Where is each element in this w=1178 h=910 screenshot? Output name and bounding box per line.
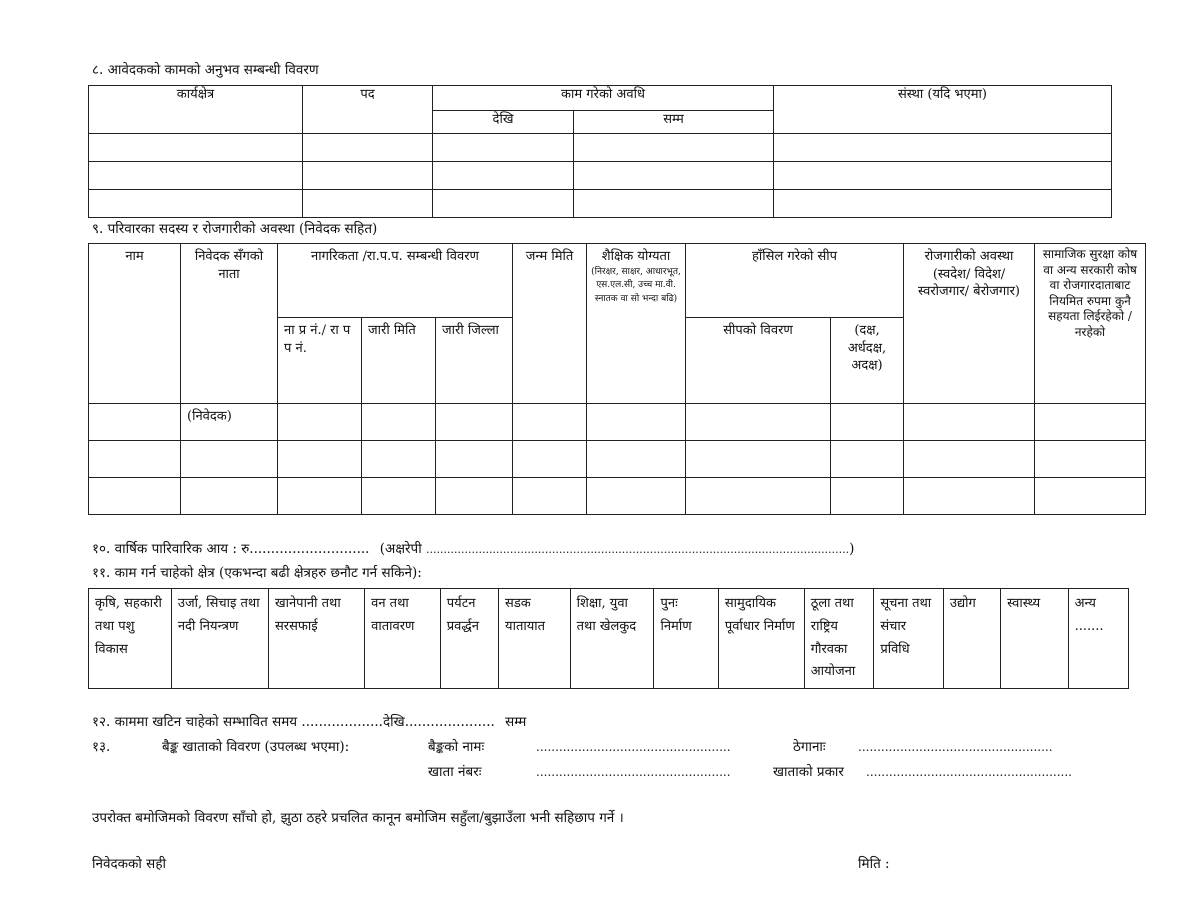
time-from-field[interactable]: ................... [301, 714, 383, 730]
sector-option[interactable]: कृषि, सहकारी तथा पशु विकास [89, 589, 172, 689]
date-label: मिति : [858, 856, 890, 872]
address-field[interactable]: ................................................... [858, 740, 1053, 754]
col-employment: रोजगारीको अवस्था (स्वदेश/ विदेश/स्वरोजगार/ बेरोजगार) [904, 244, 1035, 404]
income-amount-field[interactable]: ........................... [253, 541, 370, 557]
col-issue-date: जारी मिति [362, 318, 436, 404]
col-name: नाम [89, 244, 181, 404]
declaration-text: उपरोक्त बमोजिमको विवरण साँचो हो, झुठा ठहरे प्रचलित कानून बमोजिम सहुँला/बुझाउँला भनी सहिछाप गर्ने । [92, 810, 624, 826]
sector-option[interactable]: पर्यटन प्रवर्द्धन [440, 589, 498, 689]
sector-option[interactable]: सडक यातायात [499, 589, 571, 689]
sector-row [89, 589, 1129, 689]
income-label: १०. वार्षिक पारिवारिक आय : रु. [92, 541, 254, 557]
account-type-field[interactable]: ...................................................... [866, 765, 1072, 779]
col-period: काम गरेको अवधि [433, 86, 774, 111]
col-issue-district: जारी जिल्ला [436, 318, 513, 404]
col-field: कार्यक्षेत्र [89, 86, 303, 134]
income-close: ) [849, 541, 855, 557]
account-type-label: खाताको प्रकार [773, 764, 844, 780]
sector-option[interactable]: वन तथा वातावरण [365, 589, 441, 689]
section-8-heading: ८. आवेदकको कामको अनुभव सम्बन्धी विवरण [92, 62, 319, 78]
col-education-note: (निरक्षर, साक्षर, आधारभूत, एस.एल.सी, उच्च मा.वी. स्नातक वा सो भन्दा बढि) [591, 266, 681, 304]
address-label: ठेगानाः [793, 739, 826, 755]
section-9-heading: ९. परिवारका सदस्य र रोजगारीको अवस्था (निवेदक सहित) [92, 221, 378, 237]
table-row [89, 441, 1146, 478]
col-dob: जन्म मिति [513, 244, 587, 404]
sector-option[interactable]: खानेपानी तथा सरसफाई [268, 589, 364, 689]
col-from: देखि [433, 111, 574, 134]
col-skill-level: (दक्ष, अर्धदक्ष, अदक्ष) [831, 318, 904, 404]
col-citizenship: नागरिकता /रा.प.प. सम्बन्धी विवरण [278, 244, 513, 318]
col-education [587, 244, 686, 404]
income-words-field[interactable]: ......................................................................................................................... [426, 543, 850, 556]
col-to: सम्म [574, 111, 774, 134]
table-row [89, 404, 1146, 441]
time-to-label: सम्म [505, 714, 527, 730]
sector-option[interactable]: शिक्षा, युवा तथा खेलकुद [570, 589, 654, 689]
sector-option[interactable]: स्वास्थ्य [1001, 589, 1068, 689]
bank-name-label: बैङ्कको नामः [428, 739, 485, 755]
sector-option[interactable]: अन्य ....... [1068, 589, 1128, 689]
work-experience-table [88, 85, 1112, 218]
col-org: संस्था (यदि भएमा) [774, 86, 1112, 134]
sector-option[interactable]: उद्योग [943, 589, 1000, 689]
table-row [89, 162, 1112, 190]
col-citizenship-number: ना प्र नं./ रा प प नं. [278, 318, 362, 404]
col-skill: हाँसिल गरेको सीप [686, 244, 904, 318]
applicant-row-label: (निवेदक) [181, 404, 278, 441]
time-to-field[interactable]: ..................... [404, 714, 495, 730]
sector-option[interactable]: उर्जा, सिचाइ तथा नदी नियन्त्रण [171, 589, 268, 689]
col-education-label: शैक्षिक योग्यता [601, 249, 671, 264]
time-from-label: देखि [382, 714, 405, 730]
family-table [88, 243, 1146, 515]
section-12-line [92, 716, 526, 730]
section-10-line [92, 543, 854, 557]
col-post: पद [303, 86, 433, 134]
sector-option[interactable]: पुनः निर्माण [654, 589, 718, 689]
income-words-label: (अक्षरेपी [379, 541, 422, 557]
signature-label: निवेदकको सही [92, 856, 166, 872]
section-13-number: १३. [92, 739, 111, 755]
col-skill-detail: सीपको विवरण [686, 318, 831, 404]
time-label: १२. काममा खटिन चाहेको सम्भावित समय [92, 714, 298, 730]
sector-option[interactable]: सूचना तथा संचार प्रविधि [874, 589, 944, 689]
account-number-field[interactable]: ................................................... [536, 765, 731, 779]
sector-table [88, 588, 1129, 689]
account-number-label: खाता नंबरः [428, 764, 482, 780]
table-row [89, 190, 1112, 218]
bank-section-label: बैङ्क खाताको विवरण (उपलब्ध भएमा): [162, 739, 350, 755]
col-social-security: सामाजिक सुरक्षा कोष वा अन्य सरकारी कोष वा रोजगारदाताबाट नियमित रुपमा कुनै सहयता लिईरहेको / नरहेको [1035, 244, 1146, 404]
table-row [89, 134, 1112, 162]
col-relation: निवेदक सँगको नाता [181, 244, 278, 404]
section-11-heading: ११. काम गर्न चाहेको क्षेत्र (एकभन्दा बढी क्षेत्रहरु छनौट गर्न सकिने): [92, 565, 422, 581]
bank-name-field[interactable]: ................................................... [536, 740, 731, 754]
sector-option[interactable]: ठूला तथा राष्ट्रिय गौरवका आयोजना [804, 589, 874, 689]
sector-option[interactable]: सामुदायिक पूर्वाधार निर्माण [718, 589, 804, 689]
table-row [89, 478, 1146, 515]
